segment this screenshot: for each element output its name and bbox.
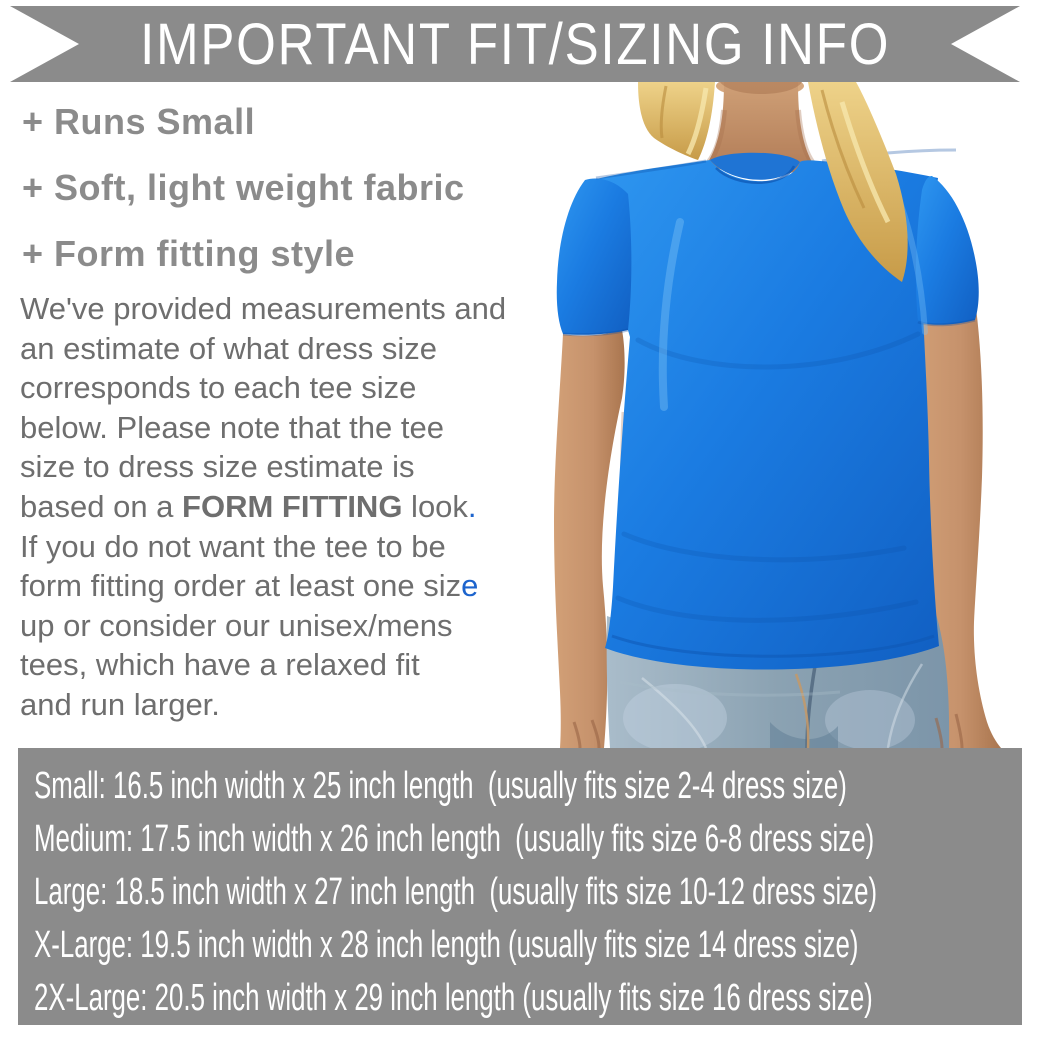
paragraph-line: and run larger. bbox=[20, 686, 220, 722]
banner-title: IMPORTANT FIT/SIZING INFO bbox=[139, 11, 891, 77]
fit-description bbox=[20, 289, 506, 725]
feature-form-fitting: + Form fitting style bbox=[22, 233, 356, 274]
paragraph-line bbox=[20, 487, 506, 527]
paragraph-line: If you do not want the tee to be bbox=[20, 528, 446, 564]
paragraph-line: size to dress size estimate is bbox=[20, 449, 415, 485]
paragraph-line: corresponds to each tee size bbox=[20, 370, 417, 406]
paragraph-line bbox=[20, 566, 506, 606]
size-row-large: Large: 18.5 inch width x 27 inch length (usually fits size 10-12 dress size) bbox=[34, 871, 878, 913]
tee-sleeve-right bbox=[916, 176, 979, 325]
form-fitting-emphasis: FORM FITTING bbox=[182, 488, 403, 524]
size-row-xlarge: X-Large: 19.5 inch width x 28 inch length (usually fits size 14 dress size) bbox=[34, 924, 859, 966]
tee bbox=[557, 150, 979, 670]
feature-runs-small: + Runs Small bbox=[22, 101, 256, 142]
paragraph-line: We've provided measurements and bbox=[20, 291, 507, 326]
banner-ribbon bbox=[10, 6, 1020, 82]
blue-period: . bbox=[467, 488, 477, 524]
paragraph-text: form fitting order at least one siz bbox=[20, 568, 462, 604]
size-chart bbox=[18, 748, 1022, 1025]
feature-fabric: + Soft, light weight fabric bbox=[22, 167, 465, 208]
blue-letter-e: e bbox=[461, 568, 479, 604]
paragraph-line: an estimate of what dress size bbox=[20, 330, 437, 366]
size-row-2xlarge: 2X-Large: 20.5 inch width x 29 inch length (usually fits size 16 dress size) bbox=[34, 977, 873, 1019]
model-photo bbox=[467, 82, 1044, 748]
size-row-medium: Medium: 17.5 inch width x 26 inch length (usually fits size 6-8 dress size) bbox=[34, 818, 875, 860]
paragraph-text: look bbox=[402, 488, 468, 524]
paragraph-line: below. Please note that the tee bbox=[20, 409, 444, 445]
tee-sleeve-left bbox=[557, 179, 632, 335]
paragraph-line: tees, which have a relaxed fit bbox=[20, 647, 420, 683]
jeans-highlight-right bbox=[825, 690, 915, 748]
paragraph-line: up or consider our unisex/mens bbox=[20, 607, 453, 643]
feature-list bbox=[22, 100, 465, 298]
size-row-small: Small: 16.5 inch width x 25 inch length (usually fits size 2-4 dress size) bbox=[34, 765, 847, 807]
paragraph-text: based on a bbox=[20, 488, 183, 524]
